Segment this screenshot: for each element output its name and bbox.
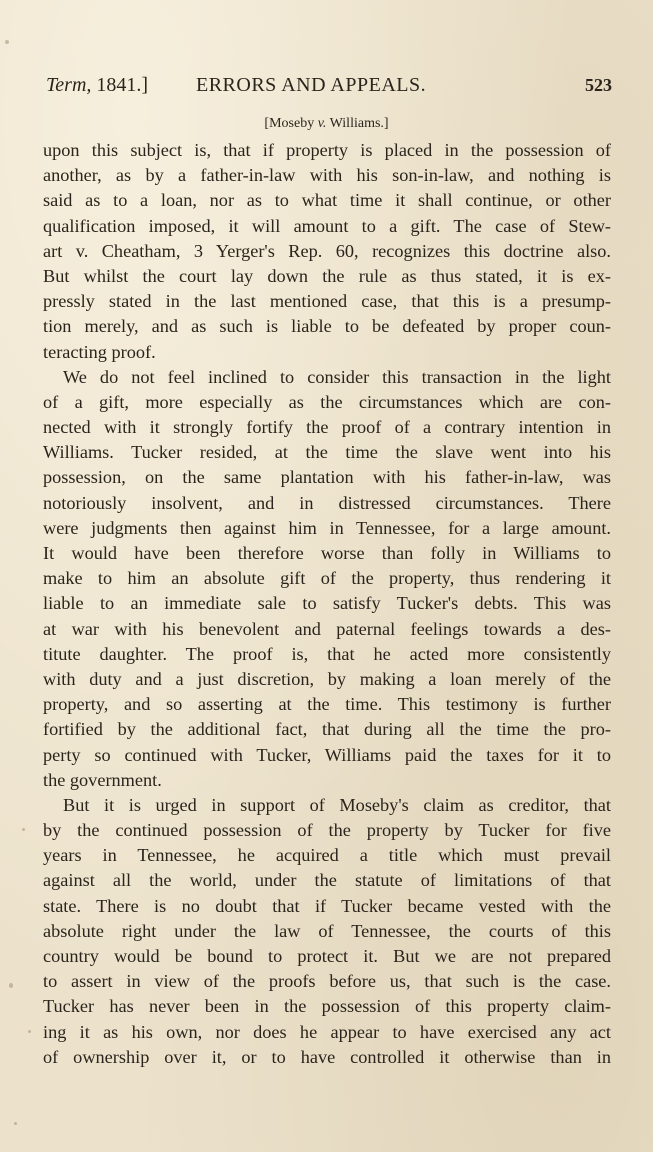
text-line: another, as by a father-in-law with his son-in-law, and nothing is (43, 165, 611, 186)
text-line: nected with it strongly fortify the proof of a contrary intention in (43, 417, 611, 438)
text-line: state. There is no doubt that if Tucker became vested with the (43, 895, 611, 916)
term-year: 1841.] (91, 74, 149, 96)
text-line: teracting proof. (43, 341, 156, 362)
text-line: at war with his benevolent and paternal feelings towards a des- (43, 618, 611, 639)
text-line: pressly stated in the last mentioned case, that this is a presump- (43, 291, 611, 312)
text-line: country would be bound to protect it. But we are not prepared (43, 946, 611, 966)
foxing-spot (9, 983, 13, 988)
text-line: art v. Cheatham, 3 Yerger's Rep. 60, recognizes this doctrine also. (43, 240, 611, 261)
text-line: upon this subject is, that if property is placed in the possession of (43, 140, 611, 160)
text-line: But it is urged in support of Moseby's claim as creditor, that (63, 794, 611, 815)
text-line: to assert in view of the proofs before us, that such is the case. (43, 971, 611, 992)
text-line: with duty and a just discretion, by making a loan merely of the (43, 668, 611, 689)
foxing-spot (5, 40, 9, 44)
text-line: tion merely, and as such is liable to be defeated by proper coun- (43, 316, 611, 337)
text-line: the government. (43, 769, 162, 790)
text-line: absolute right under the law of Tennessee, the courts of this (43, 920, 611, 941)
text-line: But whilst the court lay down the rule as thus stated, it is ex- (43, 265, 611, 286)
foxing-spot (28, 1030, 31, 1033)
text-line: notoriously insolvent, and in distressed circumstances. There (43, 492, 611, 513)
running-title: ERRORS AND APPEALS. (196, 74, 427, 96)
text-line: of a gift, more especially as the circumstances which are con- (43, 391, 611, 412)
text-line: Williams. Tucker resided, at the time the slave went into his (43, 442, 611, 463)
caption-close: Williams.] (326, 116, 389, 131)
text-line: against all the world, under the statute of limitations of that (43, 870, 611, 891)
body-text (43, 138, 611, 1070)
text-line: It would have been therefore worse than folly in Williams to (43, 543, 611, 563)
text-line: ing it as his own, nor does he appear to have exercised any act (43, 1021, 611, 1042)
text-line: of ownership over it, or to have controlled it otherwise than in (43, 1046, 611, 1067)
page-number: 523 (585, 75, 612, 95)
text-line: liable to an immediate sale to satisfy Tucker's debts. This was (43, 593, 611, 614)
text-line: said as to a loan, nor as to what time it shall continue, or other (43, 190, 611, 211)
text-line: years in Tennessee, he acquired a title which must prevail (43, 845, 611, 866)
text-line: perty so continued with Tucker, Williams paid the taxes for it to (43, 744, 611, 765)
text-line: property, and so asserting at the time. This testimony is further (43, 694, 611, 715)
case-caption (0, 113, 653, 135)
running-head (46, 70, 612, 100)
text-line: fortified by the additional fact, that during all the time the pro- (43, 719, 611, 740)
text-line: were judgments then against him in Tennessee, for a large amount. (43, 517, 611, 538)
foxing-spot (14, 1122, 17, 1125)
text-line: We do not feel inclined to consider this transaction in the light (63, 366, 611, 387)
text-line: qualification imposed, it will amount to a gift. The case of Stew- (43, 215, 611, 236)
caption-versus: v. (317, 116, 327, 131)
text-line: titute daughter. The proof is, that he acted more consistently (43, 643, 611, 664)
text-line: possession, on the same plantation with his father-in-law, was (43, 467, 611, 488)
term-label (46, 70, 148, 100)
foxing-spot (22, 828, 25, 831)
text-line: by the continued possession of the property by Tucker for five (43, 820, 611, 841)
term-word: Term, (46, 74, 92, 96)
text-line: make to him an absolute gift of the property, thus rendering it (43, 568, 611, 589)
caption-open: [Moseby (264, 116, 318, 131)
text-line: Tucker has never been in the possession of this property claim- (43, 996, 611, 1017)
